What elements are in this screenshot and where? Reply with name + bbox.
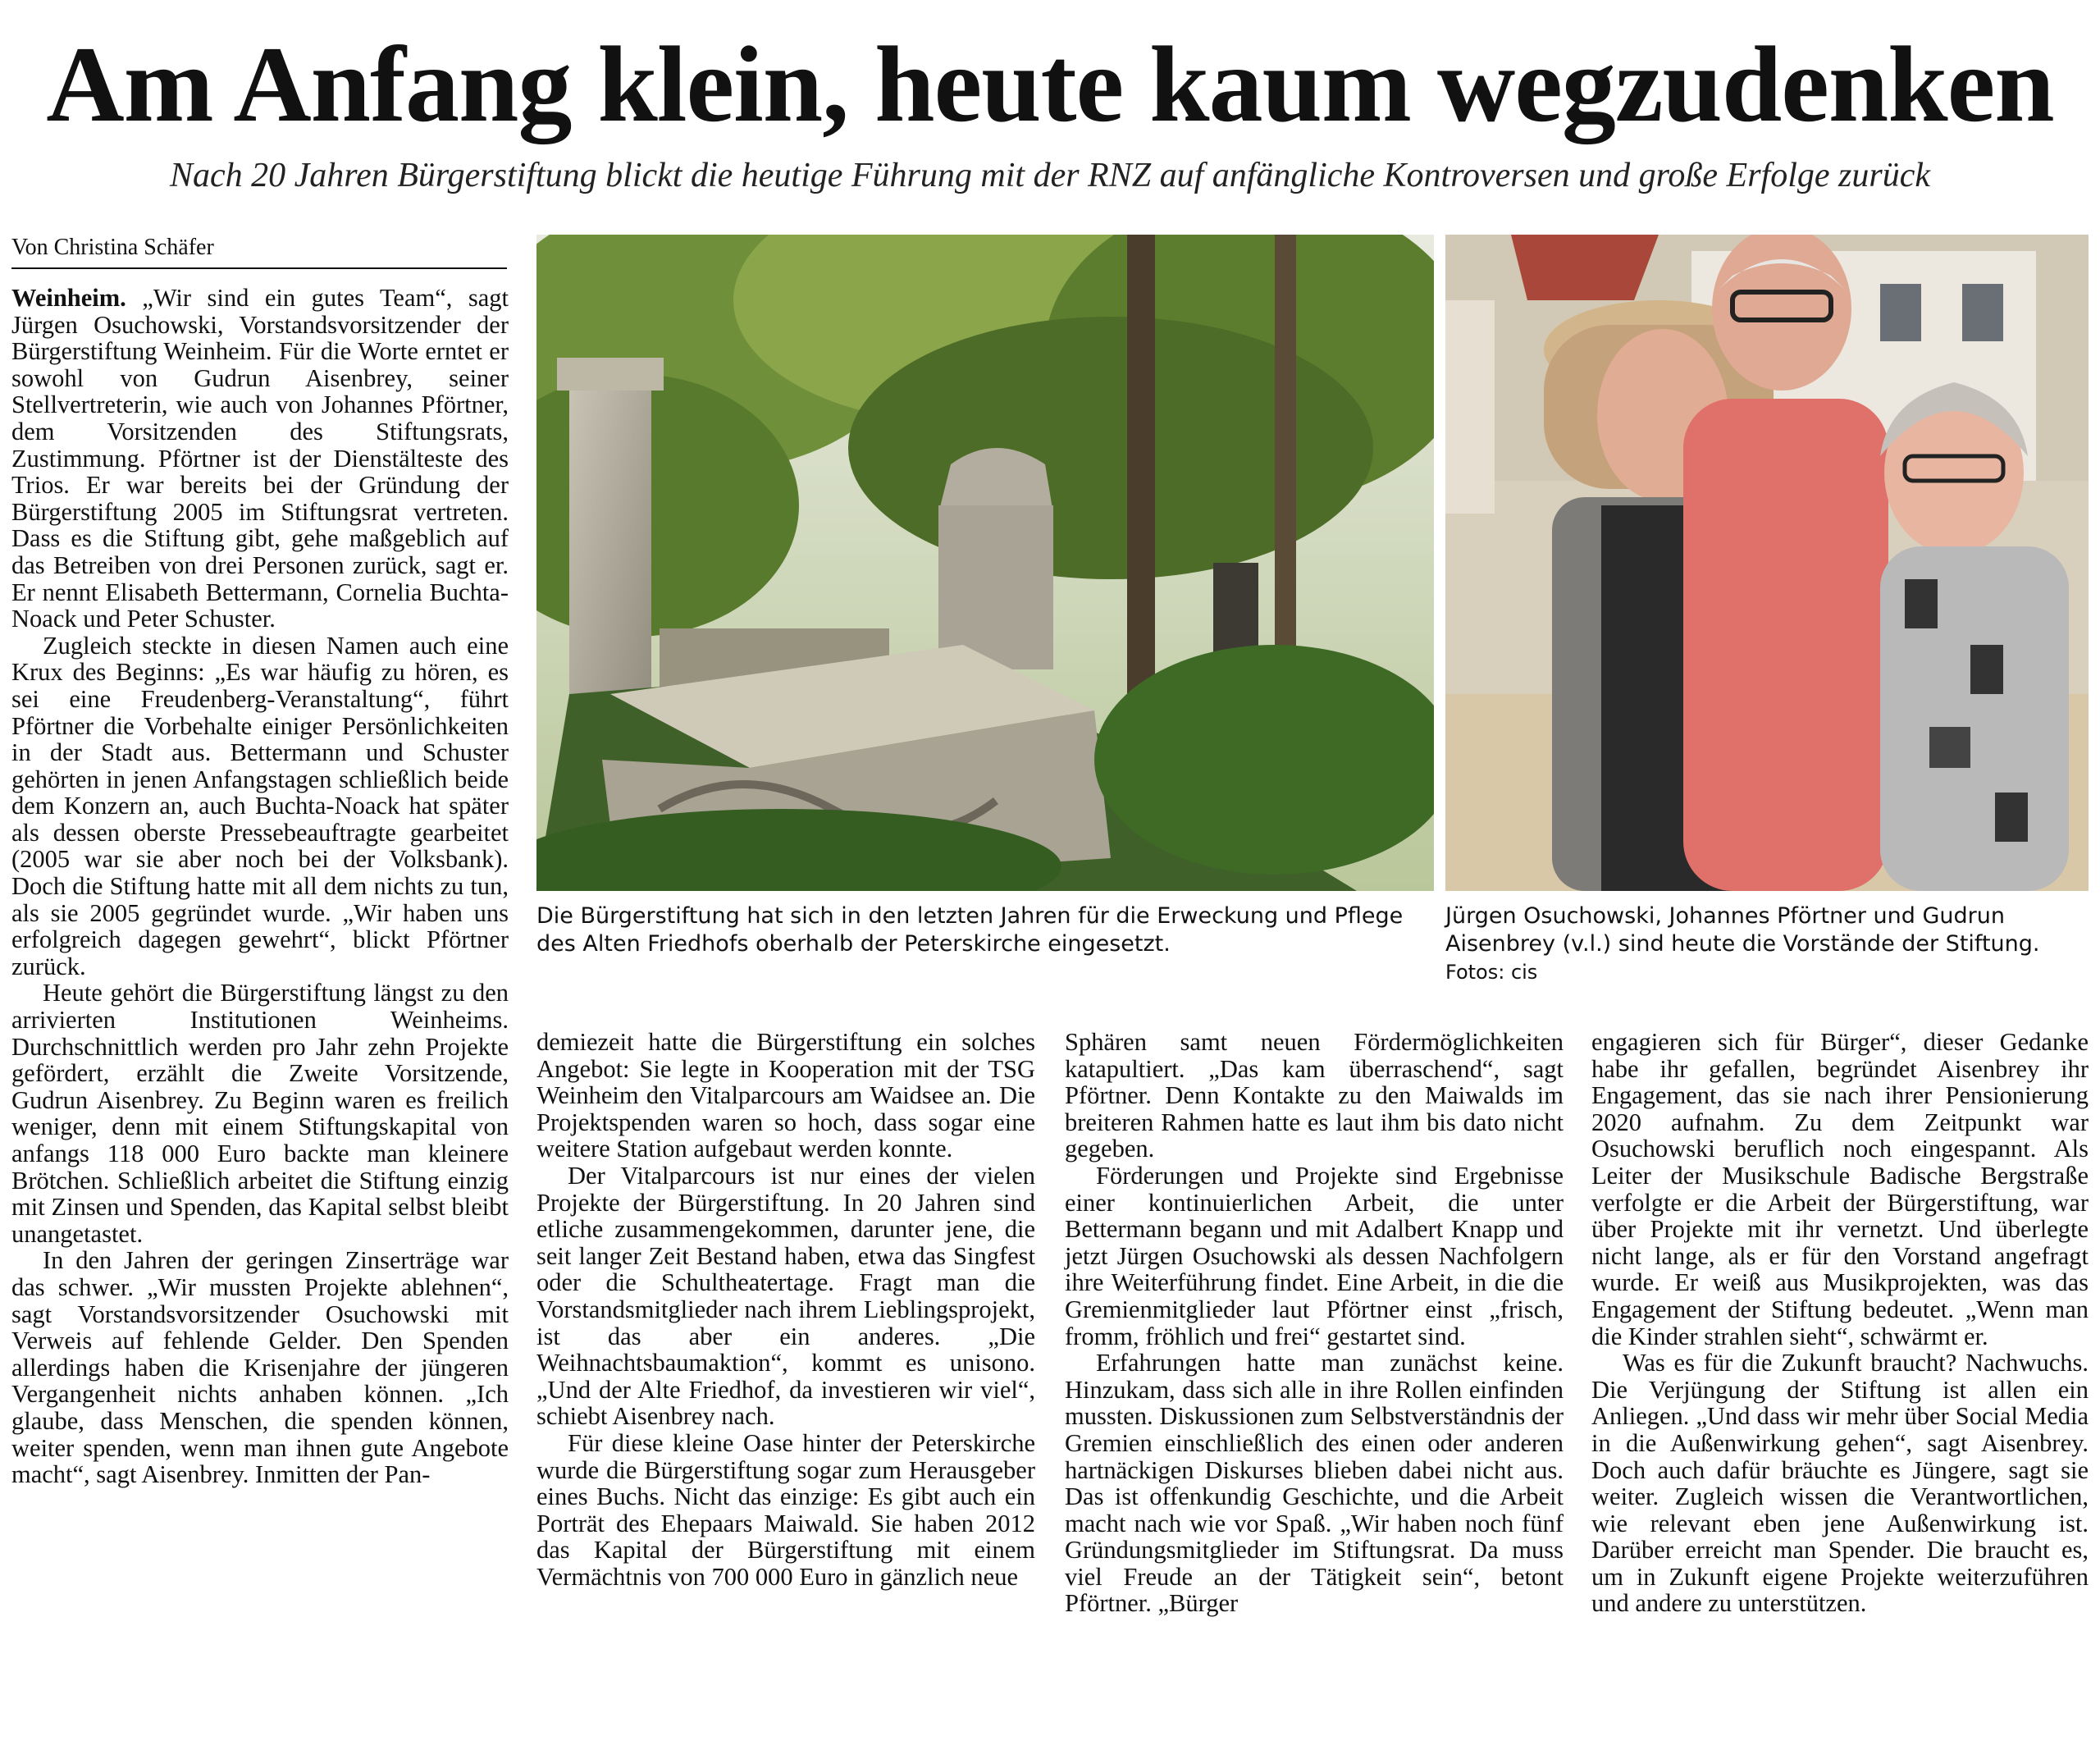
paragraph: Sphären samt neuen Fördermöglichkeiten katapultiert. „Das kam überraschend“, sagt Pförtner. Denn Kontakte zu den Maiwalds im breiteren Rahmen hatte es laut ihm bis dato nicht gegeben. bbox=[1065, 1028, 1564, 1163]
paragraph: Heute gehört die Bürgerstiftung längst zu den arrivierten Institutionen Weinheims. Durchschnittlich werden pro Jahr zehn Projekte gefördert, erzählt die Zweite Vorsitzende, Gudrun Aisenbrey. Zu Beginn waren es freilich weniger, denn mit einem Stiftungskapital von anfangs 118 000 Euro backte man kleinere Brötchen. Schließlich arbeitet die Stiftung einzig mit Zinsen und Spenden, das Kapital selbst bleibt unangetastet. bbox=[11, 979, 509, 1248]
cemetery-illustration bbox=[536, 235, 1434, 891]
subheadline: Nach 20 Jahren Bürgerstiftung blickt die heutige Führung mit der RNZ auf anfängliche Kontroversen und große Erfolge zurück bbox=[170, 157, 1930, 194]
headline: Am Anfang klein, heute kaum wegzudenken bbox=[46, 24, 2054, 144]
paragraph: Zugleich steckte in diesen Namen auch eine Krux des Beginns: „Es war häufig zu hören, es sei eine Freudenberg-Veranstaltung“, führt Pförtner die Vorbehalte einiger Persönlichkeiten in der Stadt aus. Bettermann und Schuster gehörten in jenen Anfangstagen schließlich beide dem Konzern an, auch Buchta-Noack hat später als dessen oberste Pressebeauftragte gearbeitet (2005 war sie aber noch bei der Volksbank). Doch die Stiftung hatte mit all dem nichts zu tun, als sie 2005 gegründet wurde. „Wir haben uns erfolgreich dagegen gewehrt“, blickt Pförtner zurück. bbox=[11, 631, 509, 980]
people-photo bbox=[1445, 235, 2089, 891]
photo-caption-left: Die Bürgerstiftung hat sich in den letzten Jahren für die Erweckung und Pflege des Alten Friedhofs oberhalb der Peterskirche eingesetzt. bbox=[536, 903, 1404, 957]
paragraph-text: „Wir sind ein gutes Team“, sagt Jürgen Osuchowski, Vorstandsvorsitzender der Bürgerstiftung Weinheim. Für die Worte erntet er sowohl von Gudrun Aisenbrey, seiner Stellvertreterin, wie auch von Johannes Pförtner, dem Vorsitzenden des Stiftungsrats, Zustimmung. Pförtner ist der Dienstälteste des Trios. Er war bereits bei der Gründung der Bürgerstiftung 2005 im Stiftungsrat vertreten. Dass es die Stiftung gibt, gehe maßgeblich auf das Betreiben von drei Personen zurück, sagt er. Er nennt Elisabeth Bettermann, Cornelia Buchta-Noack und Peter Schuster. bbox=[11, 284, 509, 633]
paragraph: demiezeit hatte die Bürgerstiftung ein solches Angebot: Sie legte in Kooperation mit der TSG Weinheim den Vitalparcours am Waidsee an. Die Projektspenden waren so hoch, dass sogar eine weitere Station aufgebaut werden konnte. bbox=[536, 1028, 1035, 1163]
byline: Von Christina Schäfer bbox=[11, 235, 507, 269]
paragraph: Förderungen und Projekte sind Ergebnisse einer kontinuierlichen Arbeit, die unter Bettermann begann und mit Adalbert Knapp und jetzt Jürgen Osuchowski als dessen Nachfolgern ihre Weiterführung findet. Eine Arbeit, in die die Gremienmitglieder laut Pförtner einst „frisch, fromm, fröhlich und frei“ gestartet sind. bbox=[1065, 1161, 1564, 1350]
dateline: Weinheim. bbox=[11, 284, 126, 312]
paragraph: Für diese kleine Oase hinter der Peterskirche wurde die Bürgerstiftung sogar zum Herausgeber eines Buchs. Nicht das einzige: Es gibt auch ein Porträt des Ehepaars Maiwald. Sie haben 2012 das Kapital der Bürgerstiftung mit einem Vermächtnis von 700 000 Euro in gänzlich neue bbox=[536, 1428, 1035, 1591]
photo-credit: Fotos: cis bbox=[1445, 961, 1538, 984]
people-illustration bbox=[1445, 235, 2089, 891]
caption-text: Jürgen Osuchowski, Johannes Pförtner und Gudrun Aisenbrey (v.l.) sind heute die Vorstände der Stiftung. bbox=[1445, 903, 2040, 957]
article-column-4 bbox=[1591, 1029, 2089, 1733]
paragraph: Der Vitalparcours ist nur eines der vielen Projekte der Bürgerstiftung. In 20 Jahren sind etliche zusammengekommen, darunter jene, die seit langer Zeit Bestand haben, etwa das Singfest oder die Schultheatertage. Fragt man die Vorstandsmitglieder nach ihrem Lieblingsprojekt, ist das aber ein anderes. „Die Weihnachtsbaumaktion“, kommt es unisono. „Und der Alte Friedhof, da investieren wir viel“, schiebt Aisenbrey nach. bbox=[536, 1161, 1035, 1431]
paragraph bbox=[11, 285, 509, 633]
paragraph: In den Jahren der geringen Zinserträge war das schwer. „Wir mussten Projekte ablehnen“, sagt Vorstandsvorsitzender Osuchowski mit Verweis auf fehlende Gelder. Den Spenden allerdings haben die Krisenjahre der jüngeren Vergangenheit nichts anhaben können. „Ich glaube, dass Menschen, die spenden können, weiter spenden, wenn man ihnen gute Angebote macht“, sagt Aisenbrey. Inmitten der Pan- bbox=[11, 1246, 509, 1489]
paragraph: Was es für die Zukunft braucht? Nachwuchs. Die Verjüngung der Stiftung ist allen ein Anliegen. „Und dass wir mehr über Social Media in die Außenwirkung gehen“, sagt Aisenbrey. Doch auch dafür bräuchte es Jüngere, sagt sie weiter. Zugleich wissen die Verantwortlichen, wie relevant eben jene Außenwirkung ist. Darüber erreicht man Spender. Die braucht es, um in Zukunft eigene Projekte weiterzuführen und andere zu unterstützen. bbox=[1591, 1349, 2089, 1618]
article-column-1 bbox=[11, 285, 509, 1733]
article-column-3 bbox=[1065, 1029, 1564, 1733]
article-column-2 bbox=[536, 1029, 1035, 1733]
paragraph: Erfahrungen hatte man zunächst keine. Hinzukam, dass sich alle in ihre Rollen einfinden mussten. Diskussionen zum Selbstverständnis der Gremien einschließlich des einen oder anderen hartnäckigen Diskurses blieben dabei nicht aus. Das ist offenkundig Geschichte, und die Arbeit macht nach wie vor Spaß. „Wir haben noch fünf Gründungsmitglieder im Stiftungsrat. Da muss viel Freude an der Tätigkeit sein“, betont Pförtner. „Bürger bbox=[1065, 1349, 1564, 1618]
cemetery-photo bbox=[536, 235, 1434, 891]
photo-caption-right bbox=[1445, 902, 2089, 986]
paragraph: engagieren sich für Bürger“, dieser Gedanke habe ihr gefallen, begründet Aisenbrey ihr Engagement, das sie nach ihrer Pensionierung 2020 aufnahm. Zu dem Zeitpunkt war Osuchowski beruflich noch eingespannt. Als Leiter der Musikschule Badische Bergstraße verfolgte er die Arbeit der Bürgerstiftung, war über Projekte mit ihr vernetzt. Und überlegte nicht lange, als er für den Vorstand angefragt wurde. Er weiß aus Musikprojekten, was das Engagement der Stiftung bedeutet. „Wenn man die Kinder strahlen sieht“, schwärmt er. bbox=[1591, 1028, 2089, 1350]
